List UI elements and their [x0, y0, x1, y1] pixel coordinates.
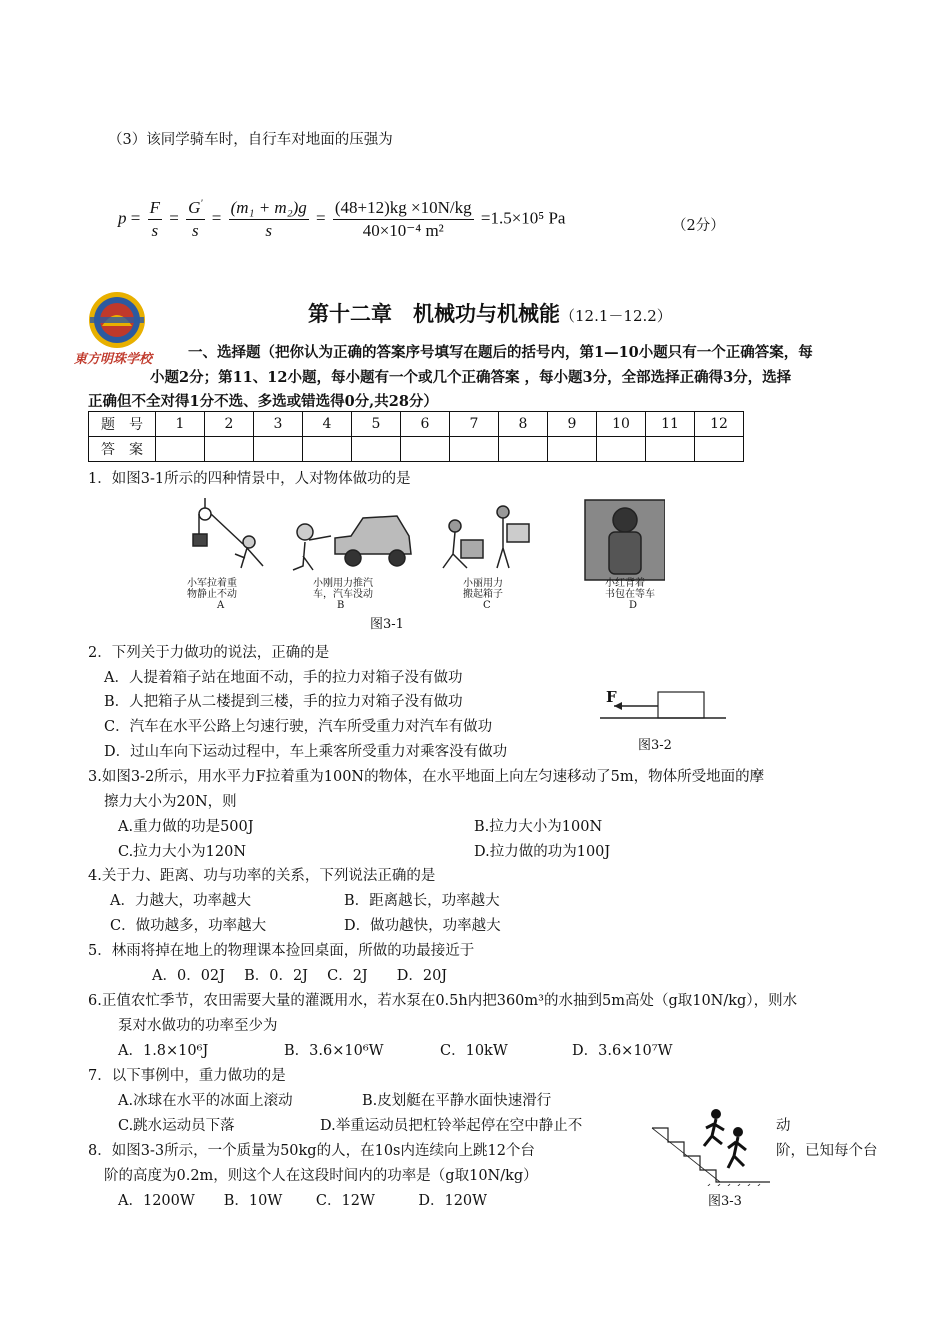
- figure-3-1-caption: 图3-1: [370, 617, 404, 632]
- q4-option-d: D．做功越快，功率越大: [344, 918, 501, 934]
- table-cell: 8: [499, 412, 548, 437]
- answer-cell[interactable]: [646, 437, 695, 462]
- q6-stem-line1: 6.正值农忙季节，农田需要大量的灌溉用水，若水泵在0.5h内把360m³的水抽到5m高处（g取10N/kg），则水: [88, 993, 798, 1009]
- school-logo: [72, 290, 162, 370]
- section-heading-line2: 小题2分；第11、12小题，每小题有一个或几个正确答案 ，每小题3分，全部选择正确得3分，选择: [150, 369, 792, 386]
- q3-option-d: D.拉力做的功为100J: [474, 844, 611, 860]
- q6-stem-line2: 泵对水做功的功率至少为: [118, 1018, 278, 1034]
- table-cell: 5: [352, 412, 401, 437]
- table-cell: 1: [156, 412, 205, 437]
- backpack-illustration: [585, 500, 665, 580]
- q7-option-a: A.冰球在水平的冰面上滚动: [118, 1093, 293, 1109]
- section-heading-line3: 正确但不全对得1分不选、多选或错选得0分,共28分）: [88, 393, 438, 410]
- chapter-range: （12.1－12.2）: [560, 307, 672, 325]
- formula-lhs: p: [118, 208, 127, 228]
- box-lifting-illustration: [443, 506, 529, 568]
- q7-option-d-end: 动: [776, 1118, 791, 1134]
- table-cell: 10: [597, 412, 646, 437]
- q2-option-c: C．汽车在水平公路上匀速行驶，汽车所受重力对汽车有做功: [104, 719, 493, 735]
- question-number-row: [89, 412, 744, 437]
- answer-cell[interactable]: [597, 437, 646, 462]
- answer-cell[interactable]: [352, 437, 401, 462]
- answer-cell[interactable]: [450, 437, 499, 462]
- q8-stem-line2: 阶的高度为0.2m，则这个人在这段时间内的功率是（g取10N/kg）: [104, 1168, 538, 1184]
- figure-3-3: [650, 1106, 775, 1186]
- q2-option-b: B．人把箱子从二楼提到三楼，手的拉力对箱子没有做功: [104, 694, 463, 710]
- fraction-g-over-s: $\frac{G'}{s}$: [188, 198, 203, 240]
- q6-option-d: D．3.6×10⁷W: [572, 1043, 673, 1059]
- answer-cell[interactable]: [303, 437, 352, 462]
- q2-option-a: A．人提着箱子站在地面不动，手的拉力对箱子没有做功: [104, 670, 463, 686]
- q8-options: A．1200W B．10W C．12W D．120W: [118, 1193, 488, 1209]
- school-logo-text: 東方明珠学校: [74, 352, 153, 367]
- intro-line: （3）该同学骑车时，自行车对地面的压强为: [108, 132, 393, 148]
- pulley-illustration: [193, 498, 263, 568]
- q7-option-b: B.皮划艇在平静水面快速滑行: [362, 1093, 552, 1109]
- table-cell: 11: [646, 412, 695, 437]
- q4-stem: 4.关于力、距离、功与功率的关系，下列说法正确的是: [88, 868, 436, 884]
- section-heading-line1: 一、选择题（把你认为正确的答案序号填写在题后的括号内，第1—10小题只有一个正确答案，每: [188, 344, 813, 361]
- chapter-title: 第十二章 机械功与机械能（12.1－12.2）: [308, 301, 672, 326]
- panel-a-caption: 小军拉着重 物静止不动 A: [187, 578, 237, 611]
- q3-option-c: C.拉力大小为120N: [118, 844, 247, 860]
- panel-c-caption: 小丽用力 搬起箱子 C: [463, 578, 503, 611]
- table-cell: 2: [205, 412, 254, 437]
- q7-stem: 7．以下事例中，重力做功的是: [88, 1068, 286, 1084]
- fraction-mass-g-over-s: $\frac{\text{(m₁ + m₂)g}}{s}$: [230, 198, 307, 240]
- q2-option-d: D．过山车向下运动过程中，车上乘客所受重力对乘客没有做功: [104, 744, 508, 760]
- answer-table: [88, 411, 744, 462]
- q2-stem: 2．下列关于力做功的说法，正确的是: [88, 645, 330, 661]
- fraction-numeric: $\frac{(48+12)kg \times 10N/kg}{\text{40×10⁻⁴ m²}}$: [334, 198, 472, 240]
- table-cell: 9: [548, 412, 597, 437]
- formula-result: =1.5×10⁵ Pa: [480, 208, 566, 228]
- formula-score: （2分）: [672, 218, 725, 234]
- q6-option-b: B．3.6×10⁶W: [284, 1043, 384, 1059]
- panel-b-caption: 小刚用力推汽 车，汽车没动 B: [313, 578, 373, 611]
- q3-stem-line1: 3.如图3-2所示，用水平力F拉着重为100N的物体，在水平地面上向左匀速移动了5m，物体所受地面的摩: [88, 769, 765, 785]
- figure-3-3-caption: 图3-3: [708, 1194, 742, 1209]
- q6-option-c: C．10kW: [440, 1043, 508, 1059]
- answer-cell[interactable]: [548, 437, 597, 462]
- figure-3-2: [600, 688, 730, 728]
- q6-option-a: A．1.8×10⁶J: [118, 1043, 209, 1059]
- q7-option-d: D.举重运动员把杠铃举起停在空中静止不: [320, 1118, 583, 1134]
- q8-stem-line1: 8．如图3-3所示，一个质量为50kg的人，在10s内连续向上跳12个台: [88, 1143, 535, 1159]
- q5-stem: 5．林雨将掉在地上的物理课本捡回桌面，所做的功最接近于: [88, 943, 475, 959]
- q1-stem: 1．如图3-1所示的四种情景中，人对物体做功的是: [88, 471, 411, 487]
- q3-stem-line2: 擦力大小为20N，则: [104, 794, 237, 810]
- row-label: 答 案: [89, 437, 156, 462]
- q3-option-b: B.拉力大小为100N: [474, 819, 603, 835]
- q8-stem-line1-end: 阶，已知每个台: [776, 1143, 878, 1159]
- q3-option-a: A.重力做的功是500J: [118, 819, 254, 835]
- answer-cell[interactable]: [401, 437, 450, 462]
- answer-cell[interactable]: [695, 437, 744, 462]
- force-label: F: [606, 688, 617, 706]
- q1-figure: [185, 496, 665, 616]
- table-cell: 3: [254, 412, 303, 437]
- table-cell: 4: [303, 412, 352, 437]
- car-illustration: [293, 516, 411, 570]
- panel-d-caption: 小红背着 书包在等车 D: [605, 578, 655, 611]
- answer-cell[interactable]: [254, 437, 303, 462]
- answer-cell[interactable]: [499, 437, 548, 462]
- table-cell: 7: [450, 412, 499, 437]
- q4-option-a: A．力越大，功率越大: [110, 893, 251, 909]
- row-label: 题 号: [89, 412, 156, 437]
- fraction-f-over-s: $\frac{F}{s}$: [149, 198, 160, 240]
- figure-3-2-caption: 图3-2: [638, 738, 672, 753]
- q4-option-c: C．做功越多，功率越大: [110, 918, 267, 934]
- table-cell: 12: [695, 412, 744, 437]
- answer-cell[interactable]: [156, 437, 205, 462]
- q5-options: A．0．02J B．0．2J C．2J D．20J: [152, 968, 448, 984]
- q7-option-c: C.跳水运动员下落: [118, 1118, 235, 1134]
- table-cell: 6: [401, 412, 450, 437]
- pressure-formula: p = $\frac{F}{s}$ = $\frac{G'}{s}$ = $\frac{\text{(m₁ + m₂)g}}{s}$ = $\frac{(48+12)kg \times 10N/kg}{\text{40×10⁻⁴ m²}}$ =1.5×10⁵ Pa: [118, 198, 566, 240]
- answer-row: [89, 437, 744, 462]
- answer-cell[interactable]: [205, 437, 254, 462]
- q4-option-b: B．距离越长，功率越大: [344, 893, 500, 909]
